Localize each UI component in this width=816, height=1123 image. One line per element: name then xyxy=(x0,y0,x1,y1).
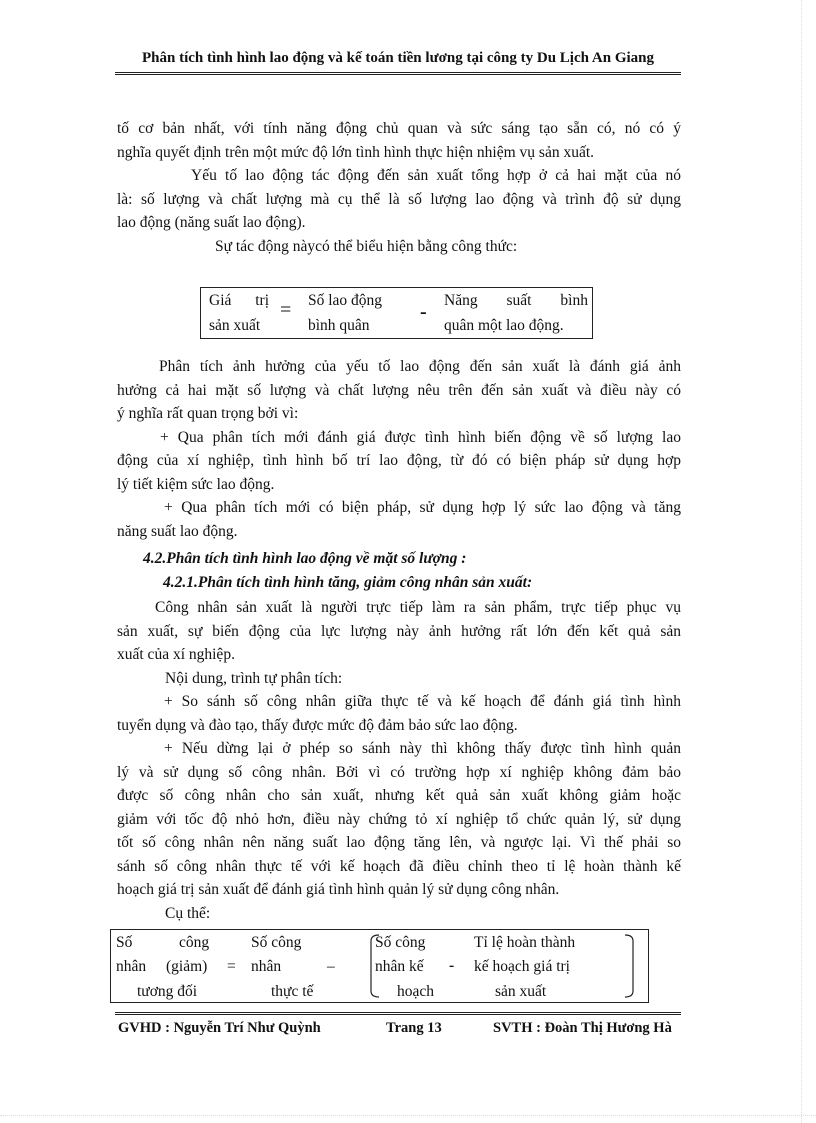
formula2-a-line2: nhân xyxy=(116,958,147,975)
page-bottom-dotted-border xyxy=(0,1115,816,1116)
page-header-title: Phân tích tình hình lao động và kế toán tiền lương tại công ty Du Lịch An Giang xyxy=(142,50,654,66)
text-line: Sự tác động nàycó thể biểu hiện bằng công thức: xyxy=(215,237,518,255)
text-line: tốt số công nhân nên năng suất lao động tăng lên, và ngược lại. Vì thế phải so xyxy=(117,834,681,851)
text-line: tố cơ bản nhất, với tính năng động chủ quan và sức sáng tạo sẵn có, nó có ý xyxy=(117,120,681,137)
text-line: + Qua phân tích mới đánh giá được tình hình biến động về số lượng lao xyxy=(160,428,681,446)
page-right-dotted-border xyxy=(801,0,802,1123)
formula2-c-line1: Số công xyxy=(375,934,426,951)
formula2-d-line1: Tỉ lệ hoàn thành xyxy=(474,934,576,951)
formula1-left-line1: Giá trị xyxy=(209,292,269,309)
section-heading-4-2: 4.2.Phân tích tình hình lao động về mặt số lượng : xyxy=(143,550,467,567)
text-line: xuất của xí nghiệp. xyxy=(117,646,235,663)
text-line: lý tiết kiệm sức lao động. xyxy=(117,475,275,493)
formula-box-1 xyxy=(200,287,593,339)
formula-box-2 xyxy=(110,929,649,1003)
formula1-mid-line2: bình quân xyxy=(308,317,370,334)
formula1-left-line2: sản xuất xyxy=(209,317,261,334)
text-line: Nội dung, trình tự phân tích: xyxy=(165,669,343,687)
body-paragraph xyxy=(117,596,681,925)
text-line: Công nhân sản xuất là người trực tiếp làm ra sản phẩm, trực tiếp phục vụ xyxy=(155,599,681,616)
formula2-a-line1: Số xyxy=(116,934,133,951)
formula2-minus: – xyxy=(327,958,335,975)
text-line: nghĩa quyết định trên một mức độ lớn tình hình thực hiện nhiệm vụ sản xuất. xyxy=(117,143,595,161)
formula2-b-line3: thực tế xyxy=(271,983,314,1000)
formula2-dash: - xyxy=(449,957,455,974)
text-line: + Qua phân tích mới có biện pháp, sử dụng hợp lý sức lao động và tăng xyxy=(164,499,681,516)
right-brace-icon xyxy=(623,933,637,999)
text-line: hoạch giá trị sản xuất để đánh giá tình hình quản lý sử dụng công nhân. xyxy=(117,881,560,898)
formula2-d-line2: kế hoạch giá trị xyxy=(474,958,570,975)
footer-rule xyxy=(115,1012,681,1015)
formula2-a-line1b: công xyxy=(179,934,210,951)
text-line: + So sánh số công nhân giữa thực tế và kế hoạch để đánh giá tình hình xyxy=(164,693,681,710)
text-line: năng suất lao động. xyxy=(117,522,238,540)
formula2-d-line3: sản xuất xyxy=(495,983,547,1000)
formula2-c-line2: nhân kế xyxy=(375,958,424,975)
text-line: hưởng cả hai mặt số lượng và chất lượng nêu trên đến sản xuất và điều này có xyxy=(117,381,681,399)
text-line: được số công nhân cho sản xuất, nhưng kết quả sản xuất không giảm hoặc xyxy=(117,787,681,804)
text-line: Cụ thể: xyxy=(165,904,211,922)
formula1-right-line2: quân một lao động. xyxy=(444,317,564,334)
text-line: sản xuất, sự biến động của lực lượng này ảnh hưởng rất lớn đến kết quả sản xyxy=(117,622,681,640)
bullet-text: Yếu tố lao động tác động đến sản xuất tổng hợp ở cả hai mặt của nó xyxy=(191,167,681,184)
bullet-line xyxy=(117,164,681,188)
formula1-equals: = xyxy=(280,299,292,321)
text-line: lý và sử dụng số công nhân. Bởi vì có trường hợp xí nghiệp không đảm bảo xyxy=(117,763,681,781)
footer-advisor: GVHD : Nguyễn Trí Như Quỳnh xyxy=(118,1020,321,1036)
text-line: sánh số công nhân thực tế với kế hoạch đã điều chỉnh theo tỉ lệ hoàn thành kế xyxy=(117,857,681,875)
text-line: ý nghĩa rất quan trọng bởi vì: xyxy=(117,405,299,422)
text-line: động của xí nghiệp, tình hình bố trí lao động, từ đó có biện pháp sử dụng hợp xyxy=(117,452,681,469)
formula1-mid-line1: Số lao động xyxy=(308,292,383,309)
formula2-equals: = xyxy=(227,958,236,975)
formula2-b-line1: Số công xyxy=(251,934,302,951)
footer-page-number: Trang 13 xyxy=(386,1020,442,1036)
footer-student: SVTH : Đoàn Thị Hương Hà xyxy=(493,1020,672,1036)
formula2-a-line2b: (giảm) xyxy=(166,958,208,975)
section-heading-4-2-1: 4.2.1.Phân tích tình hình tăng, giảm công nhân sản xuất: xyxy=(163,574,533,591)
formula1-right-line1: Năng suất bình xyxy=(444,292,588,309)
formula1-operator: - xyxy=(420,301,427,323)
formula2-c-line3: hoạch xyxy=(397,983,435,1000)
header-rule xyxy=(115,72,681,75)
analysis-paragraph xyxy=(117,355,681,543)
text-line: giảm với tốc độ nhỏ hơn, điều này chứng tỏ xí nghiệp tổ chức quản lý, sử dụng xyxy=(117,810,681,828)
formula2-a-line3: tương đối xyxy=(137,983,198,1000)
intro-paragraph xyxy=(117,117,681,258)
text-line: là: số lượng và chất lượng mà cụ thể là số lượng lao động và trình độ sử dụng xyxy=(117,190,681,208)
text-line: Phân tích ảnh hưởng của yếu tố lao động đến sản xuất là đánh giá ảnh xyxy=(159,358,681,375)
text-line: lao động (năng suất lao động). xyxy=(117,214,306,231)
text-line: tuyển dụng và đào tạo, thấy được mức độ đảm bảo sức lao động. xyxy=(117,716,518,734)
formula2-b-line2: nhân xyxy=(251,958,282,975)
text-line: + Nếu dừng lại ở phép so sánh này thì không thấy được tình hình quản xyxy=(164,740,681,757)
